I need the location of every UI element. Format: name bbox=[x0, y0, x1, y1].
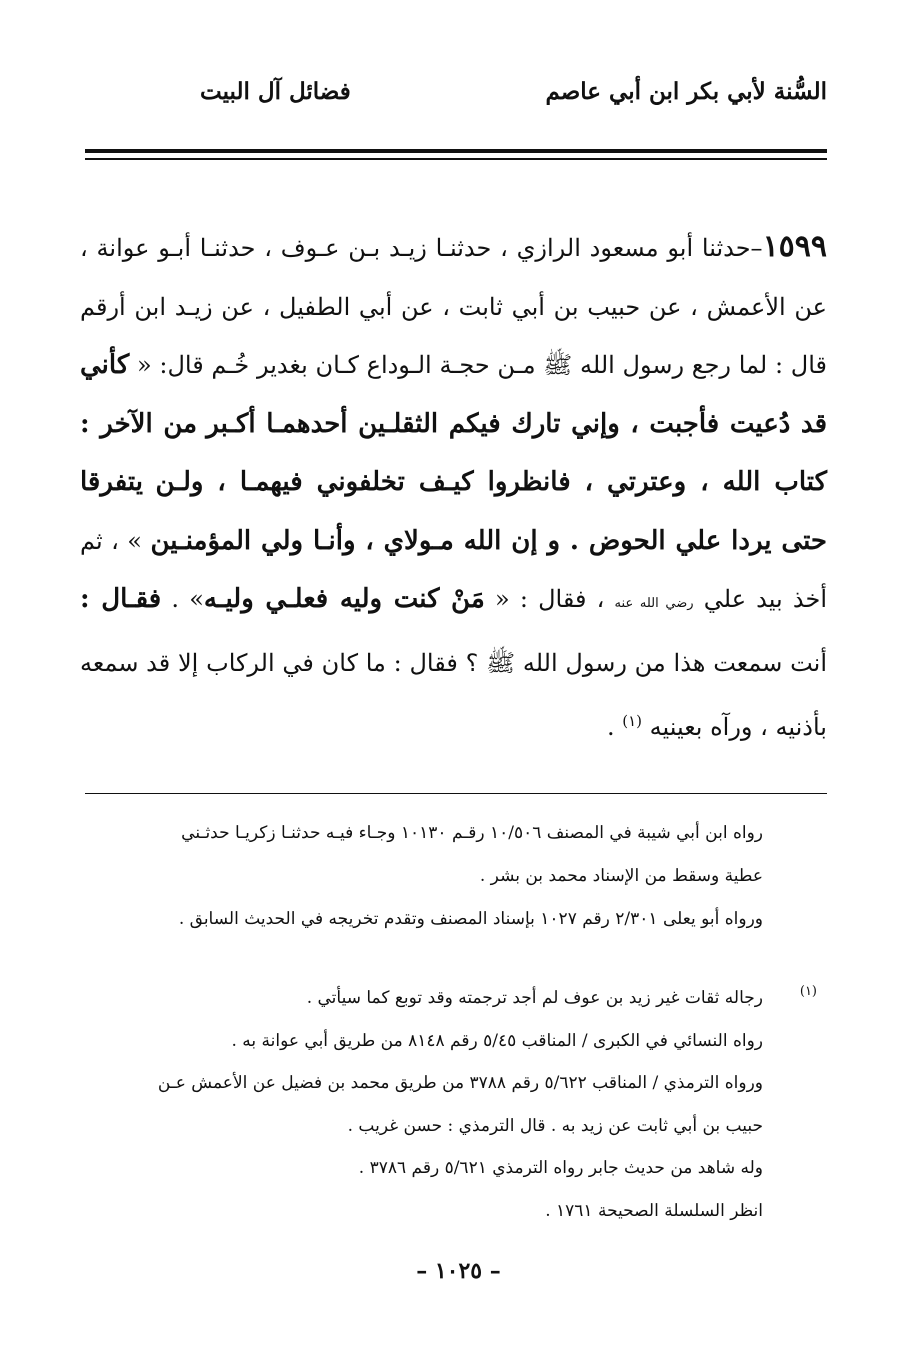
running-header bbox=[85, 78, 827, 118]
footnote-line: رجاله ثقات غير زيد بن عوف لم أجد ترجمته وقد توبع كما سيأتي . bbox=[306, 988, 763, 1008]
hadith-bold-text: يتفرقا حتى يردا علي الحوض . و إن الله مـولاي ، وأنـا ولي المؤمنـين bbox=[80, 467, 827, 556]
hadith-text-segment: قال: « bbox=[129, 351, 204, 379]
hadith-text-segment: رضي الله عنه bbox=[614, 596, 694, 611]
book-title: السُّنة لأبي بكر ابن أبي عاصم bbox=[545, 78, 827, 105]
hadith-text-segment: ثم أخذ بيد علي bbox=[80, 526, 827, 613]
hadith-text-segment: ، فقال : « bbox=[484, 585, 615, 613]
editor-note-line: رواه ابن أبي شيبة في المصنف ١٠/٥٠٦ رقـم ١٠١٣٠ وجـاء فيـه حدثنـا زكريـا حدثـني bbox=[181, 823, 763, 843]
hadith-text bbox=[80, 218, 827, 757]
header-rule-thin bbox=[85, 158, 827, 160]
footnote-ref: (١) bbox=[622, 712, 642, 730]
hadith-text-segment: أنت سمعت هذا من رسول الله ﷺ ؟ فقال : ما كان في الركاب إلا قد سمعه bbox=[80, 648, 827, 677]
hadith-text-segment: بأذنيه ، ورآه بعينيه bbox=[641, 713, 827, 741]
header-rule-thick bbox=[85, 149, 827, 153]
hadith-text-segment: ابن أرقم قال : لما رجع رسول الله ﷺ مـن حجـة الـوداع كـان بغدير خُـم bbox=[80, 292, 828, 379]
hadith-text-segment: . bbox=[606, 713, 623, 741]
footnote-line: حبيب بن أبي ثابت عن زيد به . قال الترمذي : حسن غريب . bbox=[347, 1115, 763, 1136]
footnote-line: وله شاهد من حديث جابر رواه الترمذي ٥/٦٢١ رقم ٣٧٨٦ . bbox=[358, 1158, 763, 1178]
hadith-text-segment: –حدثنا أبو مسعود الرازي ، حدثنـا زيـد بـن عـوف ، حدثنـا أبـو bbox=[158, 234, 763, 262]
hadith-bold-text: من الآخر : كتاب الله ، وعترتي ، فانظروا كيـف تخلفوني فيهمـا ، ولـن bbox=[80, 408, 827, 497]
footnote-marker: (١) bbox=[799, 984, 817, 999]
hadith-text-segment: عوانة ، عن الأعمش ، عن حبيب بن أبي ثابت ، عن أبي الطفيل ، عن زيـد bbox=[80, 234, 828, 321]
hadith-bold-text: كأني قد دُعيت فأجبت ، وإني تارك فيكم الثقلـين أحدهمـا أكـبر bbox=[80, 350, 828, 439]
hadith-text-segment: » . bbox=[161, 585, 204, 613]
chapter-title: فضائل آل البيت bbox=[200, 78, 351, 105]
footnote-separator bbox=[85, 793, 827, 794]
footnote-line: ورواه الترمذي / المناقب ٥/٦٢٢ رقم ٣٧٨٨ من طريق محمد بن فضيل عن الأعمش عـن bbox=[157, 1073, 763, 1093]
hadith-bold-text: مَنْ كنت وليه فعلـي وليـه bbox=[203, 584, 485, 614]
footnote-line: رواه النسائي في الكبرى / المناقب ٥/٤٥ رقم ٨١٤٨ من طريق أبي عوانة به . bbox=[231, 1030, 763, 1051]
editor-note-line: ورواه أبو يعلى ٢/٣٠١ رقم ١٠٢٧ بإسناد المصنف وتقدم تخريجه في الحديث السابق . bbox=[178, 909, 763, 929]
hadith-bold-text: فقـال : bbox=[80, 584, 162, 614]
hadith-paragraph bbox=[80, 218, 827, 757]
hadith-number: ١٥٩٩ bbox=[762, 229, 828, 264]
editor-notes bbox=[80, 812, 763, 941]
footnote-text bbox=[80, 977, 763, 1232]
editor-note-line: عطية وسقط من الإسناد محمد بن بشر . bbox=[479, 866, 763, 886]
footnote-line: انظر السلسلة الصحيحة ١٧٦١ . bbox=[545, 1200, 763, 1221]
page-number: – ١٠٢٥ – bbox=[416, 1258, 501, 1284]
hadith-text-segment: » ، bbox=[111, 526, 151, 555]
